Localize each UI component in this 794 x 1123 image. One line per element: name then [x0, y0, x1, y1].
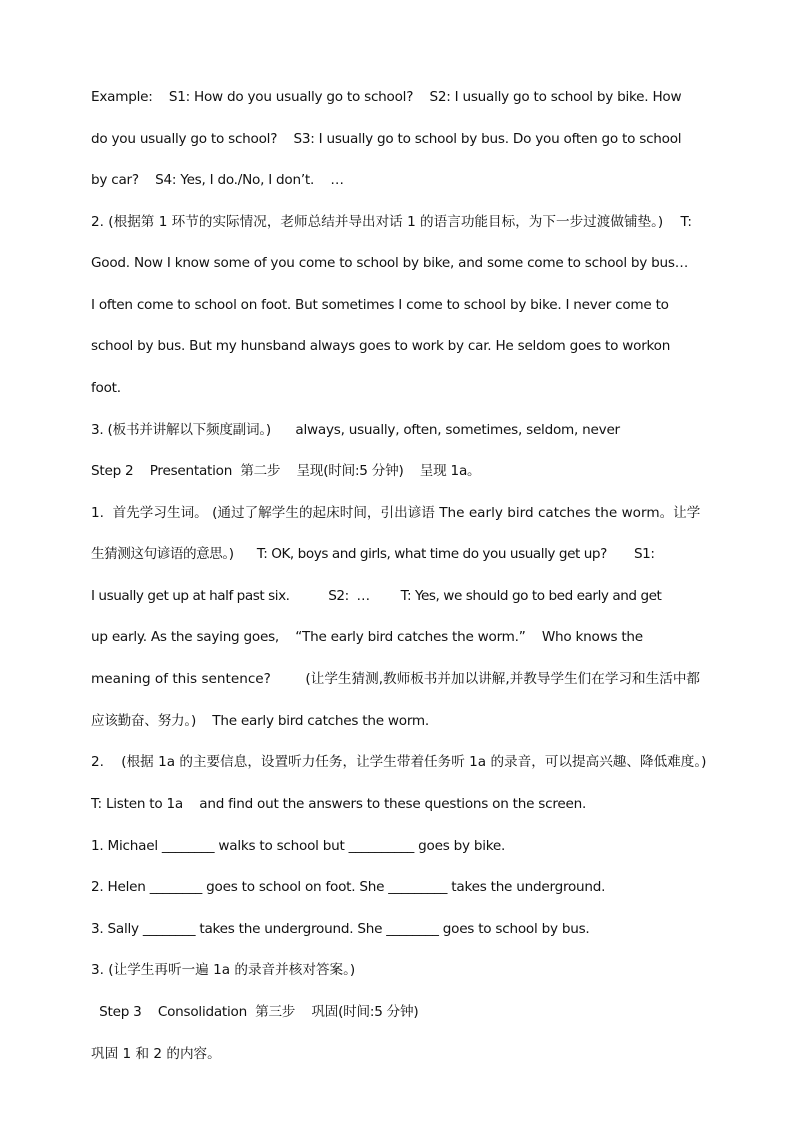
text-line: meaning of this sentence? (让学生猜测,教师板书并加以讲解,并教导学生们在学习和生活中都	[91, 671, 701, 687]
text-line: 2. (根据第 1 环节的实际情况，老师总结并导出对话 1 的语言功能目标，为下一步过渡做铺垫。) T:	[91, 214, 692, 230]
text-line: I often come to school on foot. But sometimes I come to school by bike. I never come to	[91, 297, 669, 313]
text-line: 2. (根据 1a 的主要信息，设置听力任务，让学生带着任务听 1a 的录音，可以提高兴趣、降低难度。)	[91, 754, 707, 770]
text-line: Example: S1: How do you usually go to school? S2: I usually go to school by bike. How	[91, 89, 682, 105]
text-line: 应该勤奋、努力。) The early bird catches the worm.	[91, 713, 429, 729]
text-line: up early. As the saying goes, “The early bird catches the worm.” Who knows the	[91, 629, 643, 645]
question-line: 3. Sally ________ takes the underground. She ________ goes to school by bus.	[91, 921, 590, 937]
text-line: 1. 首先学习生词。 (通过了解学生的起床时间，引出谚语 The early bird catches the worm。让学	[91, 505, 701, 521]
text-line: 巩固 1 和 2 的内容。	[91, 1046, 221, 1062]
text-line: I usually get up at half past six. S2: … T: Yes, we should go to bed early and get	[91, 588, 662, 604]
text-line: 生猜测这句谚语的意思。) T: OK, boys and girls, what time do you usually get up? S1:	[91, 546, 655, 562]
text-line: T: Listen to 1a and find out the answers to these questions on the screen.	[91, 796, 587, 812]
question-line: 1. Michael ________ walks to school but __________ goes by bike.	[91, 838, 506, 854]
text-line: 3. (板书并讲解以下频度副词。) always, usually, often, sometimes, seldom, never	[91, 422, 620, 438]
text-line: 3. (让学生再听一遍 1a 的录音并核对答案。)	[91, 962, 356, 978]
step-2-heading: Step 2 Presentation 第二步 呈现(时间:5 分钟) 呈现 1a。	[91, 463, 481, 479]
text-line: by car? S4: Yes, I do./No, I don’t. …	[91, 172, 344, 188]
step-3-heading: Step 3 Consolidation 第三步 巩固(时间:5 分钟)	[91, 1004, 419, 1020]
text-line: do you usually go to school? S3: I usually go to school by bus. Do you often go to school	[91, 131, 682, 147]
question-line: 2. Helen ________ goes to school on foot. She _________ takes the underground.	[91, 879, 606, 895]
text-line: foot.	[91, 380, 121, 396]
text-line: school by bus. But my hunsband always goes to work by car. He seldom goes to workon	[91, 338, 671, 354]
text-line: Good. Now I know some of you come to school by bike, and some come to school by bus…	[91, 255, 689, 271]
